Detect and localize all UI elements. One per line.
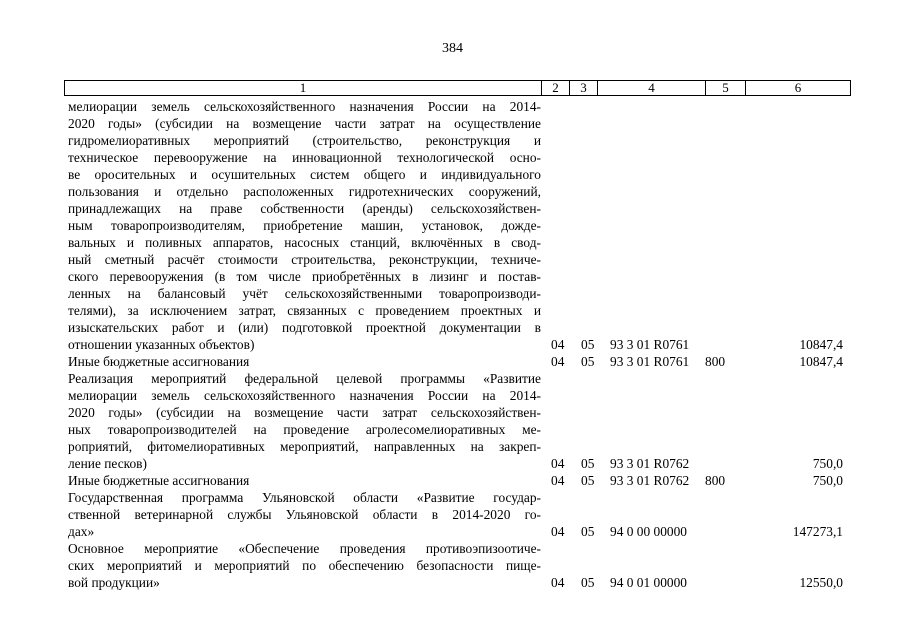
description-line: ленных на балансовый учёт сельскохозяйственными товаропроизводи- bbox=[68, 286, 541, 301]
subsection-code: 05 bbox=[581, 354, 595, 369]
target-article-code: 93 3 01 R0762 bbox=[610, 473, 690, 488]
description-line: 2020 годы» (субсидии на возмещение части затрат сельскохозяйствен- bbox=[68, 405, 541, 420]
target-article-code: 93 3 01 R0761 bbox=[610, 337, 690, 352]
row-description bbox=[64, 370, 541, 472]
table-row bbox=[64, 489, 851, 540]
description-line: изыскательских работ и (или) подготовкой проектной документации в bbox=[68, 320, 541, 335]
description-line: ных товаропроизводителей на проведение агролесомелиоративных ме- bbox=[68, 422, 541, 437]
subsection-code: 05 bbox=[581, 524, 595, 539]
header-col-5: 5 bbox=[706, 81, 746, 95]
amount: 147273,1 bbox=[792, 524, 843, 539]
description-line: мелиорации земель сельскохозяйственного назначения России на 2014- bbox=[68, 388, 541, 403]
section-code: 04 bbox=[551, 456, 565, 471]
description-line: мелиорации земель сельскохозяйственного назначения России на 2014- bbox=[68, 99, 541, 114]
subsection-code: 05 bbox=[581, 473, 595, 488]
amount: 750,0 bbox=[812, 473, 843, 488]
description-line: Реализация мероприятий федеральной целевой программы «Развитие bbox=[68, 371, 541, 386]
description-line: ве оросительных и осушительных систем общего и индивидуального bbox=[68, 167, 541, 182]
table-row bbox=[64, 353, 851, 370]
description-line: телями), за исключением затрат, связанных с проведением проектных и bbox=[68, 303, 541, 318]
description-line: ным товаропроизводителям, приобретение машин, установок, дожде- bbox=[68, 218, 541, 233]
section-code: 04 bbox=[551, 337, 565, 352]
header-col-1: 1 bbox=[65, 81, 542, 95]
subsection-code: 05 bbox=[581, 456, 595, 471]
description-line: ственной ветеринарной службы Ульяновской области в 2014-2020 го- bbox=[68, 507, 541, 522]
description-line: принадлежащих на праве собственности (аренды) сельскохозяйствен- bbox=[68, 201, 541, 216]
section-code: 04 bbox=[551, 354, 565, 369]
description-line: ских мероприятий и мероприятий по обеспечению безопасности пище- bbox=[68, 558, 541, 573]
target-article-code: 94 0 01 00000 bbox=[610, 575, 687, 590]
description-line: ского перевооружения (в том числе приобретённых в лизинг и постав- bbox=[68, 269, 541, 284]
amount: 12550,0 bbox=[799, 575, 843, 590]
table-header bbox=[64, 80, 851, 96]
description-line: дах» bbox=[68, 524, 95, 539]
description-line: ный сметный расчёт стоимости строительства, реконструкции, техниче- bbox=[68, 252, 541, 267]
description-line: Иные бюджетные ассигнования bbox=[68, 473, 250, 488]
description-line: 2020 годы» (субсидии на возмещение части затрат на осуществление bbox=[68, 116, 541, 131]
header-col-6: 6 bbox=[794, 80, 802, 95]
row-description bbox=[64, 472, 541, 489]
amount: 750,0 bbox=[812, 456, 843, 471]
description-line: техническое перевооружение на инновационной технологической осно- bbox=[68, 150, 541, 165]
description-line: Государственная программа Ульяновской области «Развитие государ- bbox=[68, 490, 541, 505]
expense-type-code: 800 bbox=[705, 354, 726, 369]
description-line: Основное мероприятие «Обеспечение проведения противоэпизоотиче- bbox=[68, 541, 541, 556]
section-code: 04 bbox=[551, 575, 565, 590]
target-article-code: 93 3 01 R0761 bbox=[610, 354, 690, 369]
page-number: 384 bbox=[442, 41, 463, 56]
description-line: отношении указанных объектов) bbox=[68, 337, 255, 352]
row-description bbox=[64, 98, 541, 353]
table-row bbox=[64, 472, 851, 489]
header-col-2: 2 bbox=[542, 81, 570, 95]
description-line: вальных и поливных аппаратов, насосных станций, включённых в свод- bbox=[68, 235, 541, 250]
table-body bbox=[64, 98, 851, 591]
section-code: 04 bbox=[551, 524, 565, 539]
section-code: 04 bbox=[551, 473, 565, 488]
subsection-code: 05 bbox=[581, 337, 595, 352]
description-line: роприятий, фитомелиоративных мероприятий, направленных на закреп- bbox=[68, 439, 541, 454]
header-col-4: 4 bbox=[598, 81, 706, 95]
subsection-code: 05 bbox=[581, 575, 595, 590]
description-line: Иные бюджетные ассигнования bbox=[68, 354, 250, 369]
amount: 10847,4 bbox=[799, 337, 843, 352]
amount: 10847,4 bbox=[799, 354, 843, 369]
description-line: пользования и отдельно расположенных гидротехнических сооружений, bbox=[68, 184, 541, 199]
row-description bbox=[64, 489, 541, 540]
row-description bbox=[64, 353, 541, 370]
target-article-code: 93 3 01 R0762 bbox=[610, 456, 690, 471]
table-row bbox=[64, 370, 851, 472]
table-row bbox=[64, 540, 851, 591]
expense-type-code: 800 bbox=[705, 473, 726, 488]
description-line: ление песков) bbox=[68, 456, 147, 471]
table-row bbox=[64, 98, 851, 353]
description-line: вой продукции» bbox=[68, 575, 160, 590]
description-line: гидромелиоративных мероприятий (строительство, реконструкция и bbox=[68, 133, 541, 148]
row-description bbox=[64, 540, 541, 591]
header-col-3: 3 bbox=[570, 81, 598, 95]
target-article-code: 94 0 00 00000 bbox=[610, 524, 687, 539]
